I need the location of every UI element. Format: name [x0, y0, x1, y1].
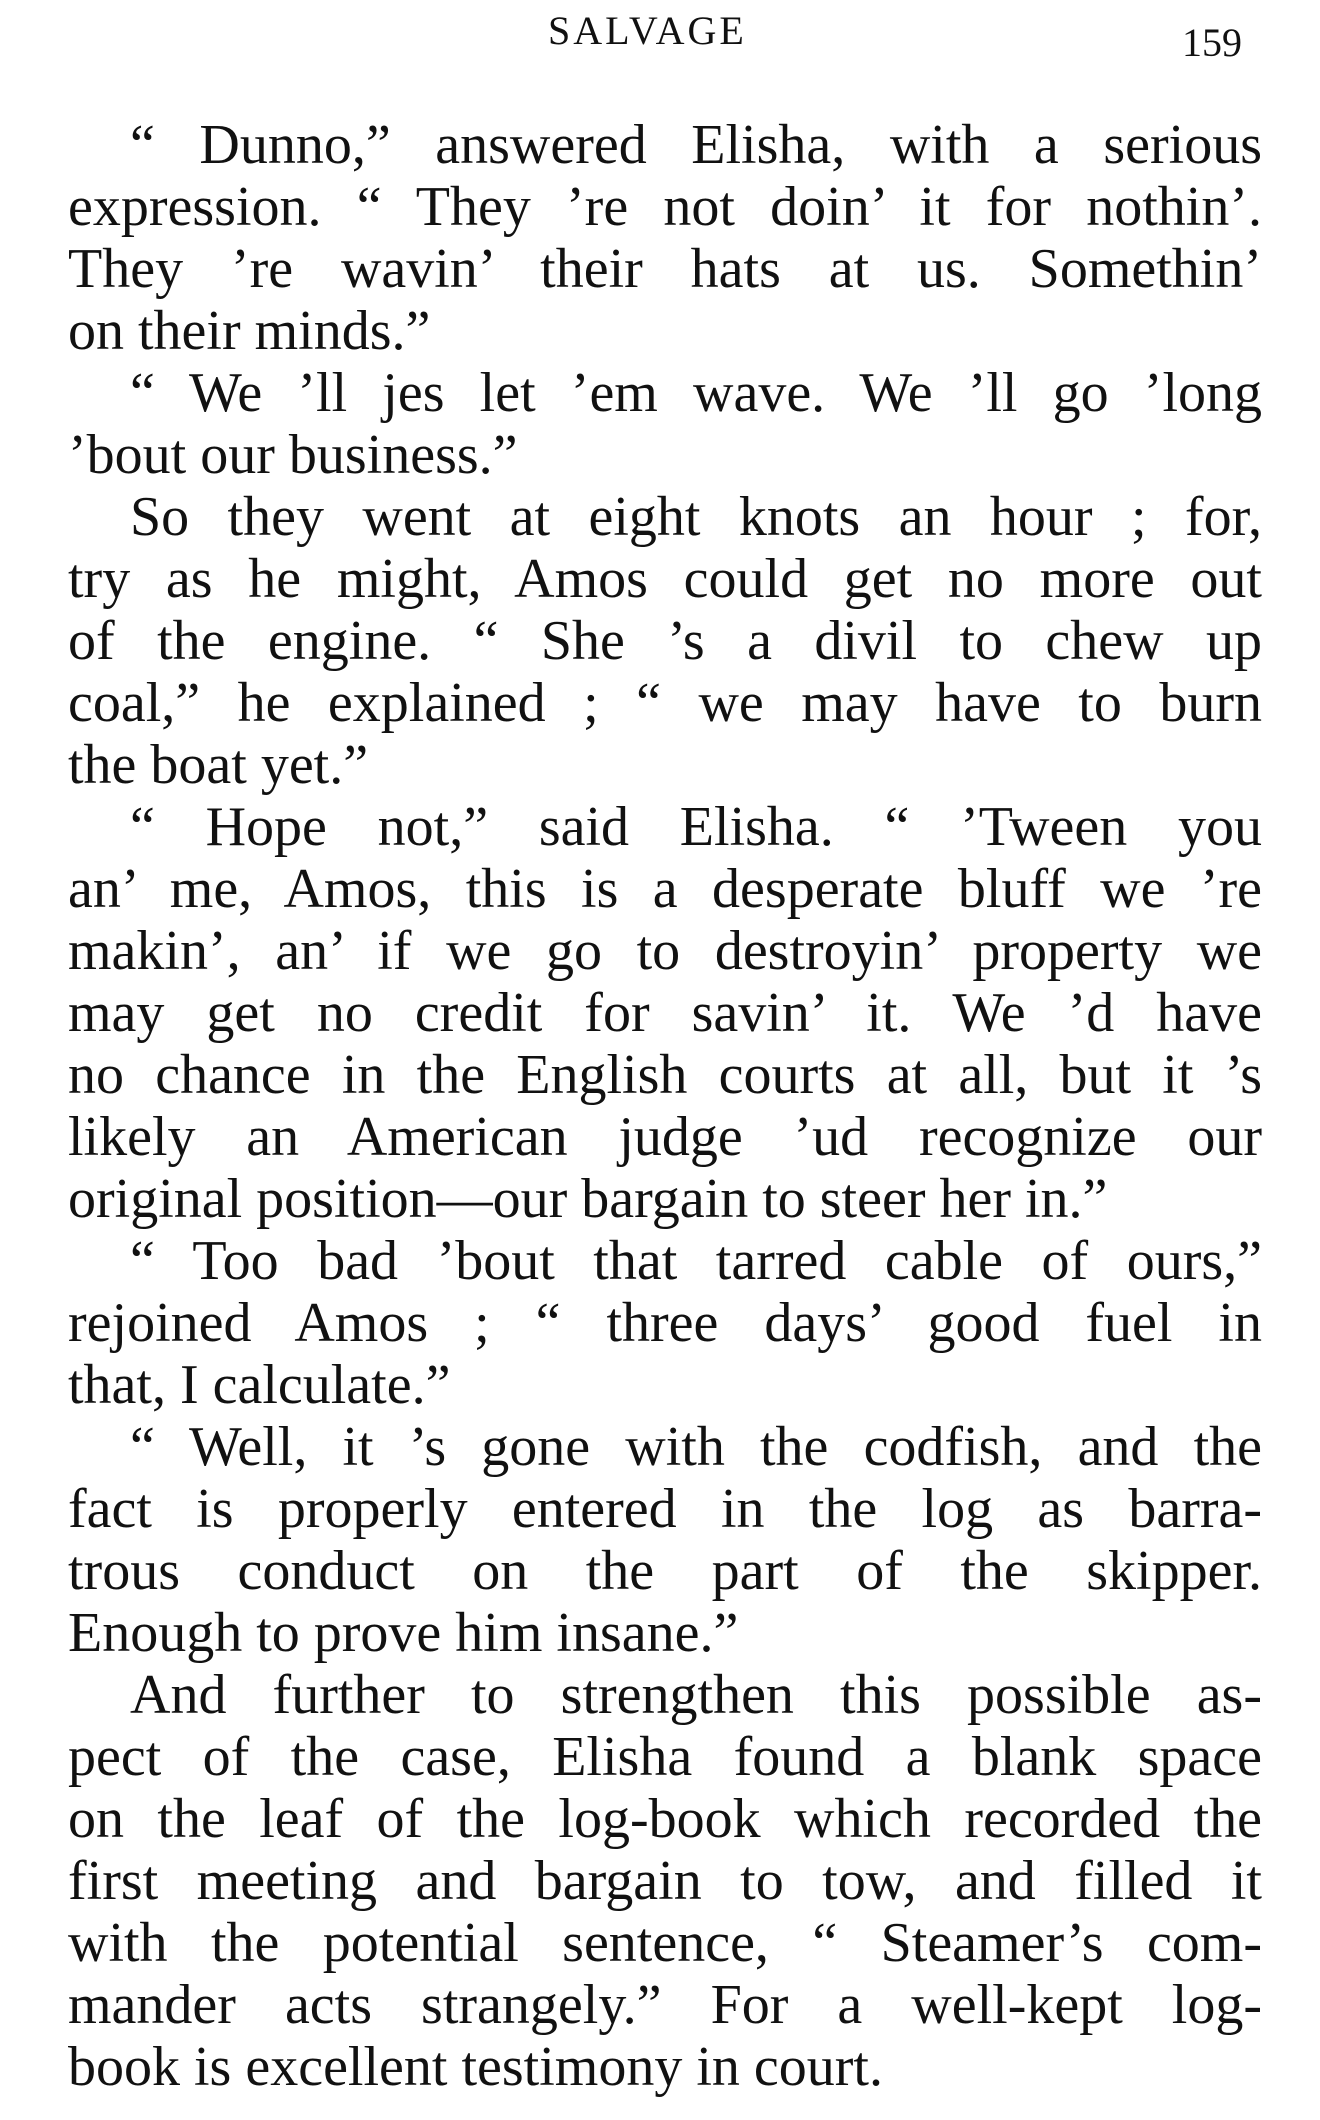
text-line: pect of the case, Elisha found a blank space: [68, 1726, 1262, 1788]
text-line: “ Hope not,” said Elisha. “ ’Tween you: [130, 796, 1262, 858]
text-line: with the potential sentence, “ Steamer’s com-: [68, 1912, 1262, 1974]
paragraph: [68, 114, 1262, 362]
text-line: And further to strengthen this possible as-: [130, 1664, 1262, 1726]
paragraph: [68, 362, 1262, 486]
text-line: an’ me, Amos, this is a desperate bluff we ’re: [68, 858, 1262, 920]
running-title: SALVAGE: [548, 8, 747, 53]
text-line: original position—our bargain to steer her in.”: [68, 1168, 1108, 1230]
text-line: first meeting and bargain to tow, and filled it: [68, 1850, 1262, 1912]
text-line: expression. “ They ’re not doin’ it for nothin’.: [68, 176, 1262, 238]
text-line: on their minds.”: [68, 300, 431, 362]
paragraph: [68, 1664, 1262, 2098]
text-line: So they went at eight knots an hour ; for,: [130, 486, 1262, 548]
text-line: that, I calculate.”: [68, 1354, 451, 1416]
paragraph: [68, 1230, 1262, 1416]
text-line: Enough to prove him insane.”: [68, 1602, 739, 1664]
body-text: [68, 114, 1262, 2098]
text-line: no chance in the English courts at all, but it ’s: [68, 1044, 1262, 1106]
text-line: “ Too bad ’bout that tarred cable of ours,”: [130, 1230, 1262, 1292]
text-line: makin’, an’ if we go to destroyin’ property we: [68, 920, 1262, 982]
text-line: rejoined Amos ; “ three days’ good fuel in: [68, 1292, 1262, 1354]
text-line: the boat yet.”: [68, 734, 369, 796]
paragraph: [68, 1416, 1262, 1664]
text-line: They ’re wavin’ their hats at us. Somethin’: [68, 238, 1262, 300]
paragraph: [68, 796, 1262, 1230]
text-line: mander acts strangely.” For a well-kept log-: [68, 1974, 1262, 2036]
text-line: trous conduct on the part of the skipper.: [68, 1540, 1262, 1602]
text-line: likely an American judge ’ud recognize our: [68, 1106, 1262, 1168]
text-line: “ Well, it ’s gone with the codfish, and the: [130, 1416, 1262, 1478]
text-line: “ Dunno,” answered Elisha, with a serious: [130, 114, 1262, 176]
page-number: 159: [1182, 20, 1242, 65]
paragraph: [68, 486, 1262, 796]
text-line: of the engine. “ She ’s a divil to chew up: [68, 610, 1262, 672]
text-line: on the leaf of the log-book which recorded the: [68, 1788, 1262, 1850]
running-header: [0, 6, 1320, 65]
text-line: try as he might, Amos could get no more out: [68, 548, 1262, 610]
text-line: fact is properly entered in the log as barra-: [68, 1478, 1262, 1540]
text-line: coal,” he explained ; “ we may have to burn: [68, 672, 1262, 734]
text-line: “ We ’ll jes let ’em wave. We ’ll go ’long: [130, 362, 1262, 424]
text-line: may get no credit for savin’ it. We ’d have: [68, 982, 1262, 1044]
text-line: ’bout our business.”: [68, 424, 518, 486]
text-line: book is excellent testimony in court.: [68, 2036, 883, 2098]
